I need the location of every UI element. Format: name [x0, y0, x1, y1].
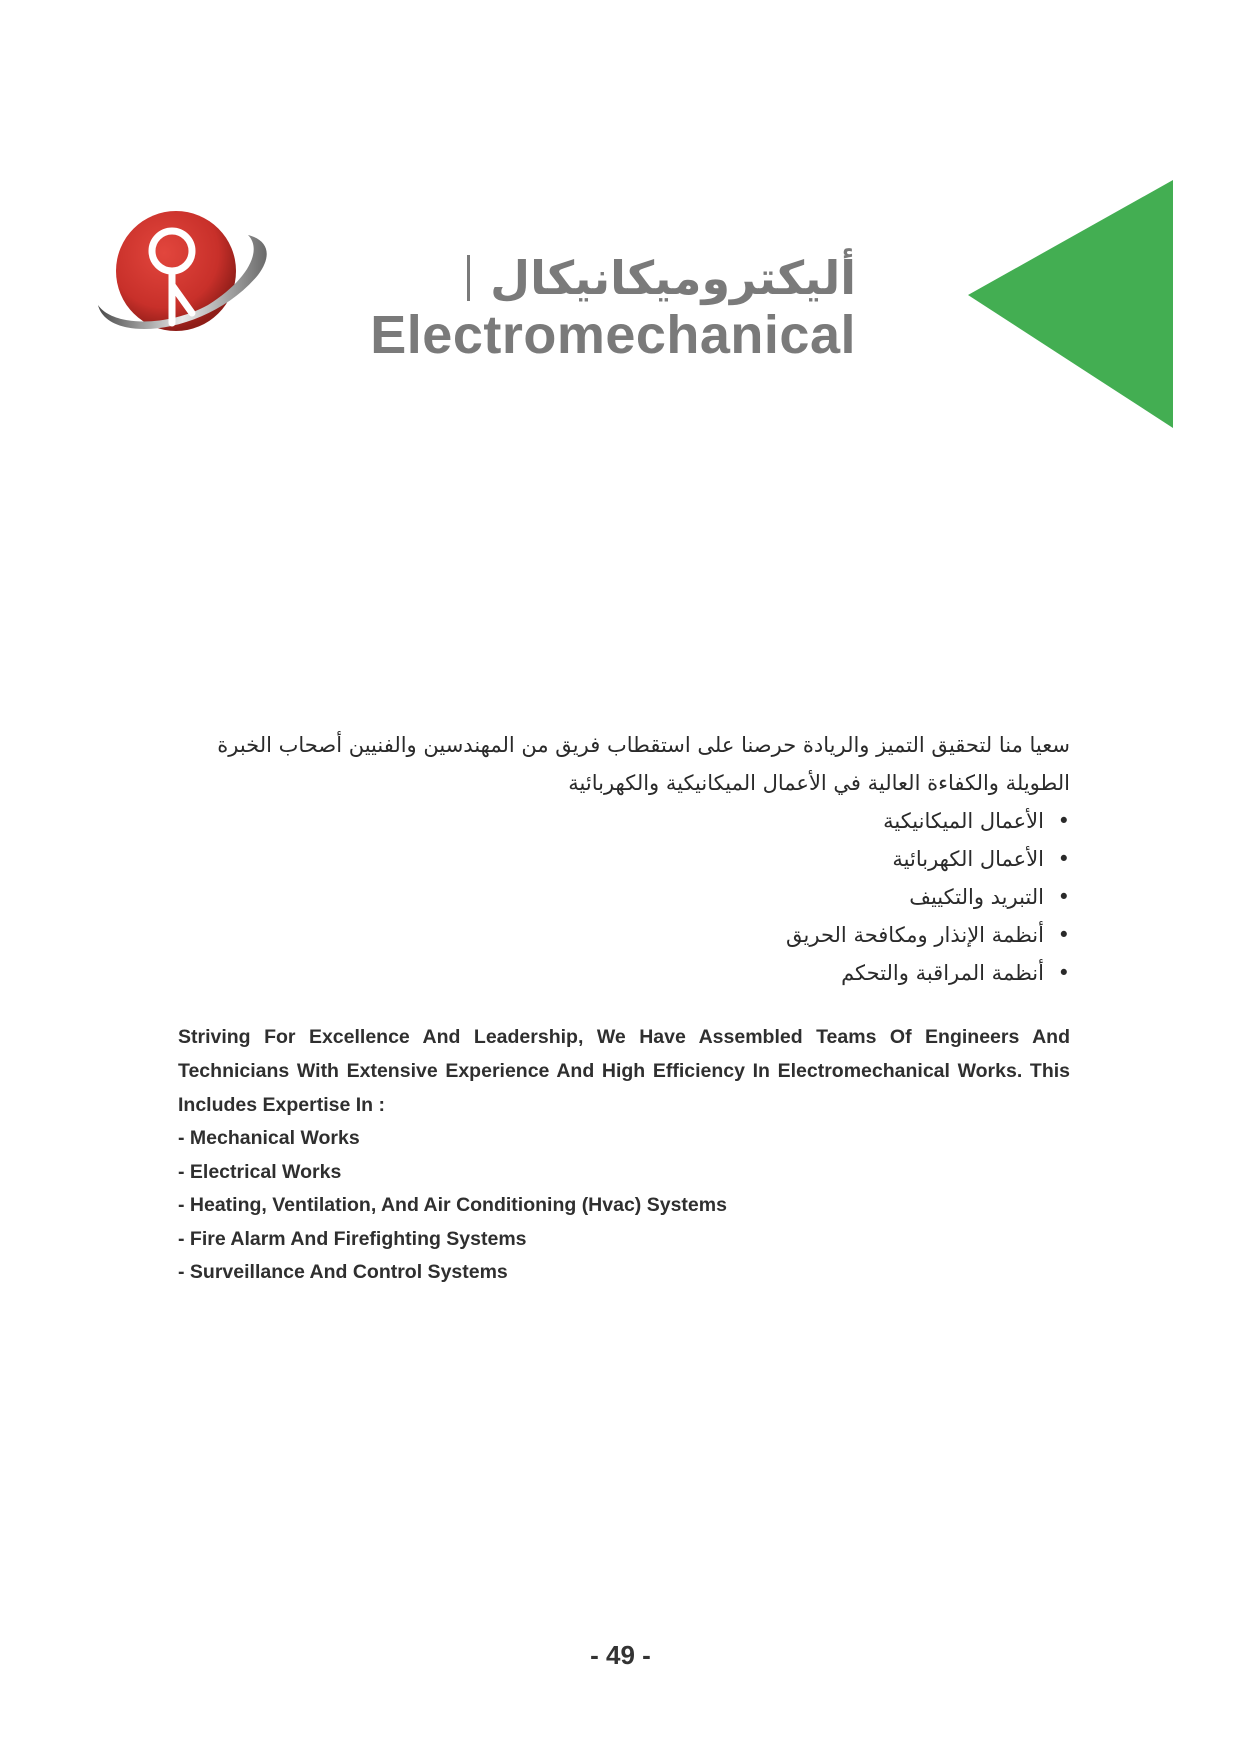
bullet-icon: • [1057, 923, 1070, 947]
english-list-item: - Surveillance And Control Systems [178, 1261, 508, 1284]
title-english: Electromechanical [370, 305, 856, 365]
green-triangle-decoration [968, 180, 1173, 428]
arabic-list-item: • الأعمال الميكانيكية [178, 802, 1070, 840]
bullet-icon: • [1057, 961, 1070, 985]
bullet-icon: • [1057, 885, 1070, 909]
english-list-item: - Electrical Works [178, 1160, 342, 1183]
title-arabic: أليكتروميكانيكال [490, 251, 856, 305]
arabic-list-item: • أنظمة المراقبة والتحكم [178, 954, 1070, 992]
title-arabic-wrap [467, 248, 856, 308]
arabic-list [178, 802, 1070, 992]
arabic-list-item: • الأعمال الكهربائية [178, 840, 1070, 878]
arabic-section [178, 726, 1070, 992]
english-section [178, 1020, 1070, 1290]
english-list-item: - Fire Alarm And Firefighting Systems [178, 1227, 527, 1250]
arabic-list-item: • أنظمة الإنذار ومكافحة الحريق [178, 916, 1070, 954]
title-divider [467, 255, 470, 301]
english-list-item: - Mechanical Works [178, 1127, 360, 1149]
company-logo [88, 205, 278, 355]
english-list [178, 1122, 1070, 1290]
english-list-item: - Heating, Ventilation, And Air Conditioning (Hvac) Systems [178, 1194, 727, 1217]
arabic-list-item: • التبريد والتكييف [178, 878, 1070, 916]
arabic-intro: سعيا منا لتحقيق التميز والريادة حرصنا على استقطاب فريق من المهندسين والفنيين أصحاب الخبرة الطويلة والكفاءة العالية في الأعمال الميكانيكية والكهربائية [217, 733, 1070, 795]
bullet-icon: • [1057, 847, 1070, 871]
english-intro: Striving For Excellence And Leadership, We Have Assembled Teams Of Engineers And Technicians With Extensive Experience And High Efficiency In Electromechanical Works. This Includes Expertise In : [178, 1026, 1070, 1116]
page-number: - 49 - [590, 1640, 651, 1670]
bullet-icon: • [1057, 809, 1070, 833]
